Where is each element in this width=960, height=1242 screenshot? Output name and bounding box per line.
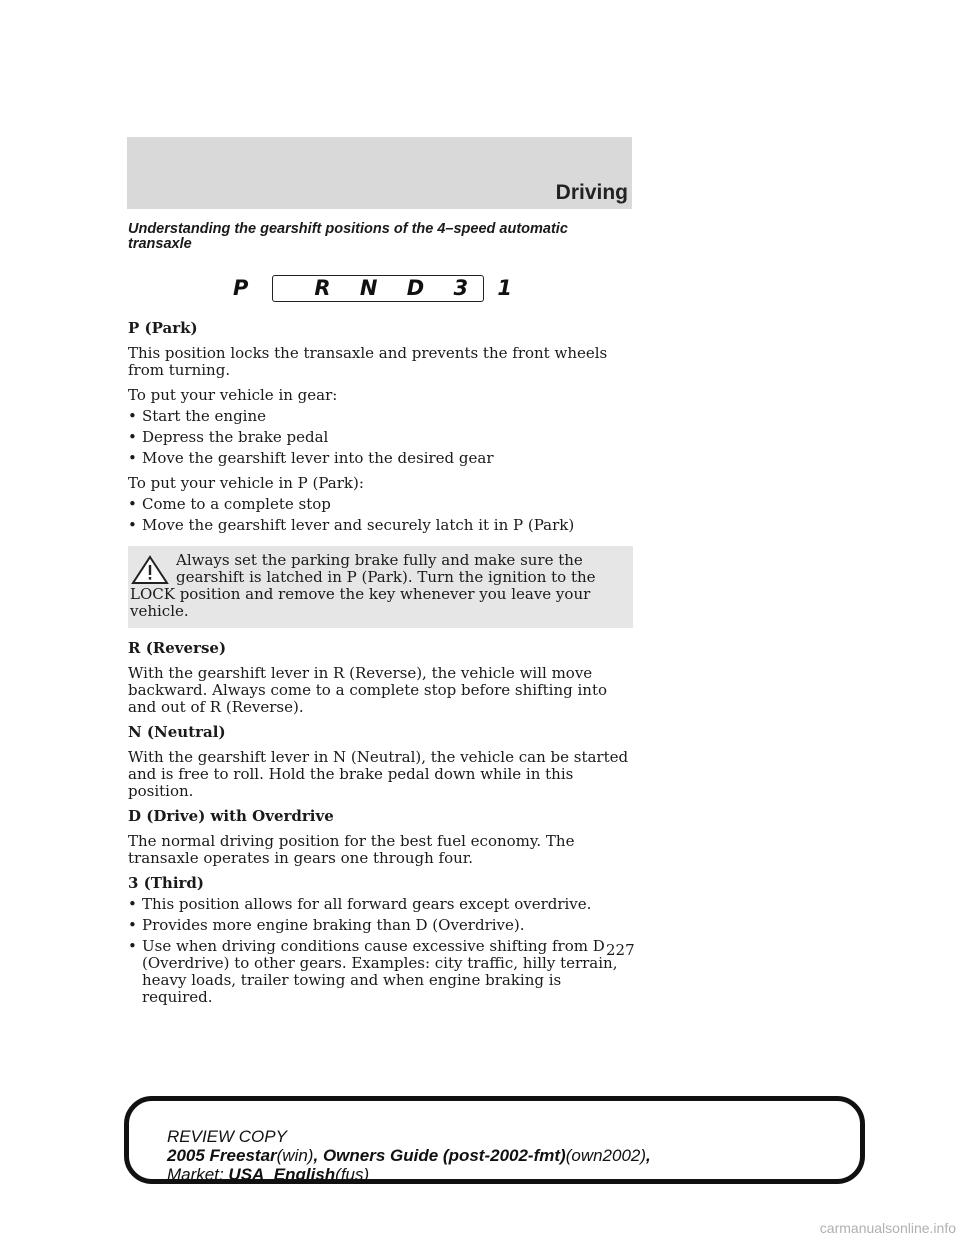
page-content bbox=[128, 222, 633, 1006]
warning-triangle-icon bbox=[130, 554, 170, 586]
list-item: • Use when driving conditions cause excessive shifting from D (Overdrive) to other gears. Examples: city traffic, hilly terrain, heavy loads, trailer towing and when engine braking is required. bbox=[128, 937, 618, 1006]
bullet-icon: • bbox=[128, 449, 137, 467]
page-number: 227 bbox=[606, 941, 635, 959]
park-heading: P (Park) bbox=[128, 319, 198, 337]
bullet-icon: • bbox=[128, 937, 137, 955]
third-heading: 3 (Third) bbox=[128, 874, 205, 892]
bullet-icon: • bbox=[128, 895, 137, 913]
in-gear-intro: To put your vehicle in gear: bbox=[128, 386, 338, 404]
list-item: • Move the gearshift lever and securely latch it in P (Park) bbox=[128, 516, 575, 534]
warning-text: Always set the parking brake fully and make sure the gearshift is latched in P (Park). Turn the ignition to the LOCK position and remove the key whenever you leave your vehicle. bbox=[130, 551, 596, 620]
list-item: • Provides more engine braking than D (Overdrive). bbox=[128, 916, 525, 934]
list-item: • Depress the brake pedal bbox=[128, 428, 329, 446]
footer-model-line: 2005 Freestar(win), Owners Guide (post-2002-fmt)(own2002), bbox=[167, 1146, 651, 1165]
section-header-band bbox=[127, 137, 632, 209]
list-item: • This position allows for all forward gears except overdrive. bbox=[128, 895, 592, 913]
warning-box bbox=[128, 546, 633, 628]
bullet-icon: • bbox=[128, 495, 137, 513]
neutral-description: With the gearshift lever in N (Neutral), the vehicle can be started and is free to roll. Hold the brake pedal down while in this position. bbox=[128, 748, 629, 800]
list-item: • Start the engine bbox=[128, 407, 267, 425]
reverse-description: With the gearshift lever in R (Reverse), the vehicle will move backward. Always come to a complete stop before shifting into and out of R (Reverse). bbox=[128, 664, 608, 716]
park-intro: To put your vehicle in P (Park): bbox=[128, 474, 364, 492]
bullet-icon: • bbox=[128, 916, 137, 934]
drive-description: The normal driving position for the best fuel economy. The transaxle operates in gears one through four. bbox=[128, 832, 575, 867]
watermark: carmanualsonline.info bbox=[819, 1220, 956, 1236]
bullet-icon: • bbox=[128, 428, 137, 446]
review-footer bbox=[124, 1096, 865, 1184]
list-item: • Move the gearshift lever into the desired gear bbox=[128, 449, 494, 467]
list-item: • Come to a complete stop bbox=[128, 495, 331, 513]
drive-heading: D (Drive) with Overdrive bbox=[128, 807, 334, 825]
footer-market-line: Market: USA_English(fus) bbox=[167, 1165, 370, 1184]
section-title: Driving bbox=[555, 181, 628, 204]
subtitle: Understanding the gearshift positions of the 4–speed automatic transaxle bbox=[128, 221, 568, 252]
park-description: This position locks the transaxle and prevents the front wheels from turning. bbox=[128, 344, 608, 379]
bullet-icon: • bbox=[128, 516, 137, 534]
neutral-heading: N (Neutral) bbox=[128, 723, 226, 741]
reverse-heading: R (Reverse) bbox=[128, 639, 227, 657]
review-copy-label: REVIEW COPY bbox=[167, 1127, 287, 1146]
bullet-icon: • bbox=[128, 407, 137, 425]
gear-indicator: P R N D 3 1 bbox=[233, 276, 523, 300]
